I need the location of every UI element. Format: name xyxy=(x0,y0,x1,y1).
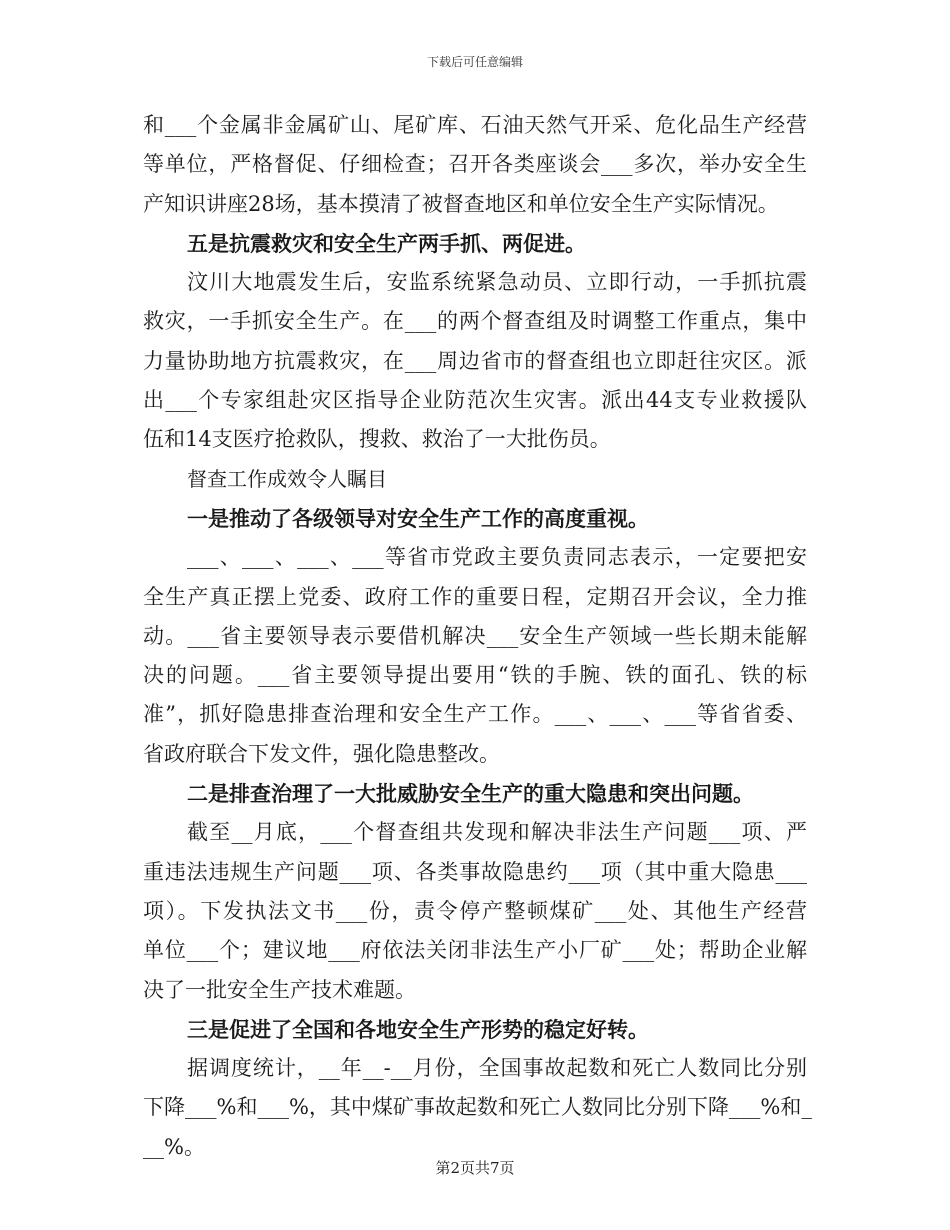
body-line: 重违法违规生产问题___项、各类事故隐患约___项（其中重大隐患___ xyxy=(143,859,807,884)
body-line: 准”，抓好隐患排查治理和安全生产工作。___、___、___等省省委、 xyxy=(143,702,807,727)
section-heading: 二是排查治理了一大批威胁安全生产的重大隐患和突出问题。 xyxy=(187,781,754,807)
document-body xyxy=(143,106,812,1167)
body-line: 动。___省主要领导表示要借机解决___安全生产领域一些长期未能解 xyxy=(143,623,807,648)
section-heading: 三是促进了全国和各地安全生产形势的稳定好转。 xyxy=(187,1016,649,1042)
body-line: __%。 xyxy=(143,1134,205,1159)
body-line: 决的问题。___省主要领导提出要用“铁的手腕、铁的面孔、铁的标 xyxy=(143,663,807,688)
body-line: 据调度统计，__年__-__月份，全国事故起数和死亡人数同比分别 xyxy=(187,1056,807,1081)
page-header-note: 下载后可任意编辑 xyxy=(426,55,523,69)
subsection-title: 督查工作成效令人瞩目 xyxy=(187,466,387,491)
body-line: 决了一批安全生产技术难题。 xyxy=(143,977,416,1002)
page-number-footer: 第2页共7页 xyxy=(435,1159,515,1177)
body-line: 汶川大地震发生后，安监系统紧急动员、立即行动，一手抓抗震 xyxy=(187,270,807,295)
body-line: 省政府联合下发文件，强化隐患整改。 xyxy=(143,741,500,766)
body-line: 产知识讲座28场，基本摸清了被督查地区和单位安全生产实际情况。 xyxy=(143,191,779,216)
section-heading: 五是抗震救灾和安全生产两手抓、两促进。 xyxy=(187,230,586,256)
body-line: 下降___%和___%，其中煤矿事故起数和死亡人数同比分别下降___%和_ xyxy=(143,1095,812,1120)
body-line: 项）。下发执法文书___份，责令停产整顿煤矿___处、其他生产经营 xyxy=(143,898,807,923)
section-heading: 一是推动了各级领导对安全生产工作的高度重视。 xyxy=(187,505,649,531)
body-line: 全生产真正摆上党委、政府工作的重要日程，定期召开会议，全力推 xyxy=(143,584,807,609)
body-line: 救灾，一手抓安全生产。在___的两个督查组及时调整工作重点，集中 xyxy=(143,309,807,334)
body-line: 伍和14支医疗抢救队，搜救、救治了一大批伤员。 xyxy=(143,427,611,452)
body-line: 单位___个；建议地___府依法关闭非法生产小厂矿___处；帮助企业解 xyxy=(143,938,807,963)
body-line: ___、___、___、___等省市党政主要负责同志表示，一定要把安 xyxy=(187,545,807,570)
body-line: 出___个专家组赴灾区指导企业防范次生灾害。派出44支专业救援队 xyxy=(143,388,807,413)
body-line: 等单位，严格督促、仔细检查；召开各类座谈会___多次，举办安全生 xyxy=(143,152,807,177)
body-line: 力量协助地方抗震救灾，在___周边省市的督查组也立即赶往灾区。派 xyxy=(143,348,807,373)
body-line: 和___个金属非金属矿山、尾矿库、石油天然气开采、危化品生产经营 xyxy=(143,113,807,137)
body-line: 截至__月底，___个督查组共发现和解决非法生产问题___项、严 xyxy=(187,820,807,845)
